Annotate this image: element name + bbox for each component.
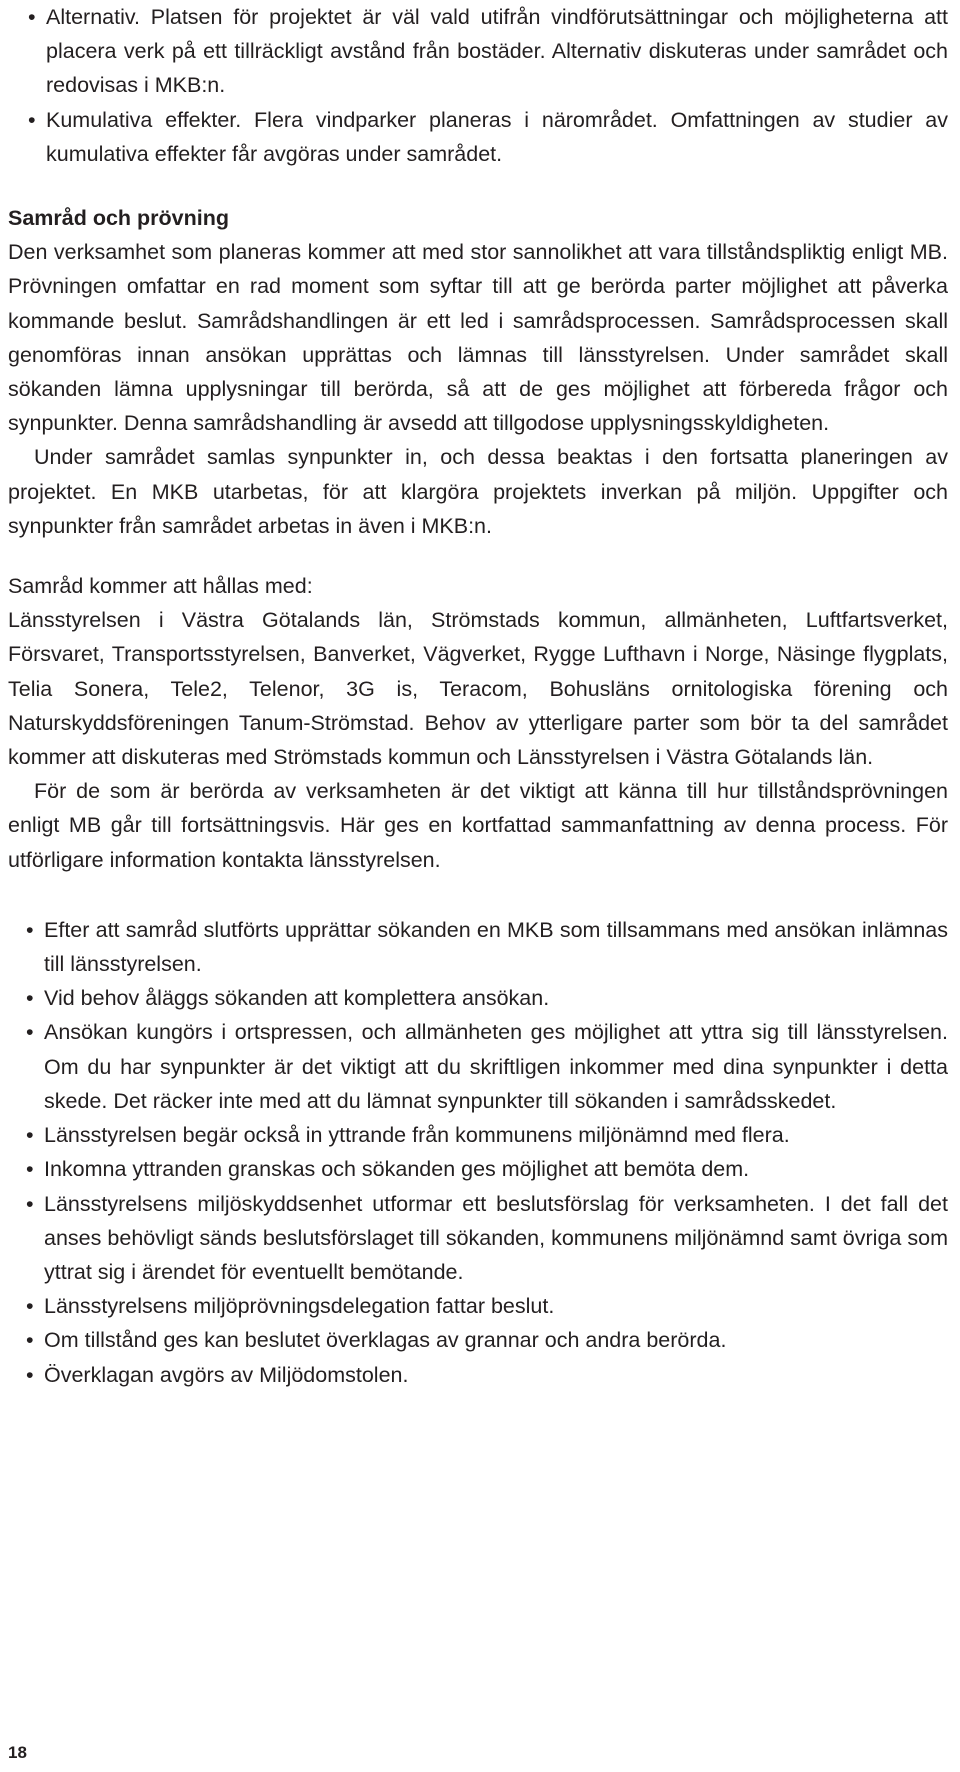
paragraph: Den verksamhet som planeras kommer att med stor sannolikhet att vara tillståndspliktig enligt MB. Prövningen omfattar en rad moment som syftar till att ge berörda parter möjlighet att påverka kommande beslut. Samrådshandlingen är ett led i samrådsprocessen. Samrådsprocessen skall genomföras innan ansökan upprättas och lämnas till länsstyrelsen. Under samrådet skall sökanden lämna upplysningar till berörda, så att de ges möjlighet att förbereda frågor och synpunkter. Denna samrådshandling är avsedd att tillgodose upplysningsskyldigheten. (8, 240, 948, 436)
bullet-text: Vid behov åläggs sökanden att komplettera ansökan. (44, 986, 550, 1011)
bullet-text: Efter att samråd slutförts upprättar sökanden en MKB som tillsammans med ansökan inlämnas till länsstyrelsen. (44, 917, 948, 977)
bullet-text: Inkomna yttranden granskas och sökanden ges möjlighet att bemöta dem. (44, 1157, 750, 1182)
bullet-text: Ansökan kungörs i ortspressen, och allmänheten ges möjlighet att yttra sig till länsstyrelsen. Om du har synpunkter är det viktigt att du skriftligen inkommer med dina synpunkter i detta skede. Det räcker inte med att du lämnat synpunkter till sökanden i samrådsskedet. (44, 1020, 948, 1113)
bullet-icon: • (26, 1123, 34, 1148)
bullet-text: Alternativ. Platsen för projektet är väl vald utifrån vindförutsättningar och möjligheterna att placera verk på ett tillräckligt avstånd från bostäder. Alternativ diskuteras under samrådet och redovisas i MKB:n. (46, 5, 948, 98)
list-item (8, 981, 948, 1015)
bullet-icon: • (26, 1294, 34, 1319)
section-heading: Samråd och prövning (8, 206, 230, 231)
spacer (8, 543, 948, 569)
list-item (8, 1358, 948, 1392)
spacer (8, 171, 948, 201)
bullet-icon: • (26, 1020, 34, 1045)
top-bullet-list (8, 0, 948, 171)
bullet-icon: • (26, 917, 34, 942)
list-item (8, 1152, 948, 1186)
paragraph: Under samrådet samlas synpunkter in, och dessa beaktas i den fortsatta planeringen av projektet. En MKB utarbetas, för att klargöra projektets inverkan på miljön. Uppgifter och synpunkter från samrådet arbetas in även i MKB:n. (8, 445, 948, 538)
list-item (8, 1187, 948, 1290)
paragraph: Länsstyrelsen i Västra Götalands län, Strömstads kommun, allmänheten, Luftfartsverket, Försvaret, Transportsstyrelsen, Banverket, Vägverket, Rygge Lufthavn i Norge, Näsinge flygplats, Telia Sonera, Tele2, Telenor, 3G is, Teracom, Bohusläns ornitologiska förening och Naturskyddsföreningen Tanum-Strömstad. Behov av ytterligare parter som bör ta del samrådet kommer att diskuteras med Strömstads kommun och Länsstyrelsen i Västra Götalands län. (8, 608, 948, 770)
bullet-icon: • (28, 107, 36, 132)
list-item (8, 1323, 948, 1357)
bullet-icon: • (26, 1362, 34, 1387)
page-number: 18 (8, 1743, 27, 1762)
consultation-label: Samråd kommer att hållas med: (8, 574, 313, 599)
spacer (8, 877, 948, 913)
bullet-text: Kumulativa effekter. Flera vindparker planeras i närområdet. Omfattningen av studier av kumulativa effekter får avgöras under samrådet. (46, 107, 948, 166)
list-item (8, 1289, 948, 1323)
bullet-text: Överklagan avgörs av Miljödomstolen. (44, 1362, 409, 1387)
bullet-text: Länsstyrelsen begär också in yttrande från kommunens miljönämnd med flera. (44, 1123, 790, 1148)
bullet-text: Länsstyrelsens miljöskyddsenhet utformar ett beslutsförslag för verksamheten. I det fall det anses behövligt sänds beslutsförslaget till sökanden, kommunens miljönämnd samt övriga som yttrat sig i ärendet för eventuellt bemötande. (44, 1191, 948, 1284)
bullet-icon: • (26, 1328, 34, 1353)
bullet-icon: • (26, 986, 34, 1011)
bullet-text: Länsstyrelsens miljöprövningsdelegation fattar beslut. (44, 1294, 555, 1319)
bullet-icon: • (28, 5, 36, 29)
list-item (8, 0, 948, 103)
process-bullet-list (8, 913, 948, 1392)
bullet-text: Om tillstånd ges kan beslutet överklagas av grannar och andra berörda. (44, 1328, 727, 1353)
paragraph: För de som är berörda av verksamheten är det viktigt att känna till hur tillståndsprövningen enligt MB går till fortsättningsvis. Här ges en kortfattad sammanfattning av denna process. För utförligare information kontakta länsstyrelsen. (8, 779, 948, 872)
list-item (8, 1015, 948, 1118)
list-item (8, 913, 948, 981)
document-page (8, 0, 948, 1392)
bullet-icon: • (26, 1191, 34, 1216)
list-item (8, 1118, 948, 1152)
list-item (8, 103, 948, 171)
bullet-icon: • (26, 1157, 34, 1182)
